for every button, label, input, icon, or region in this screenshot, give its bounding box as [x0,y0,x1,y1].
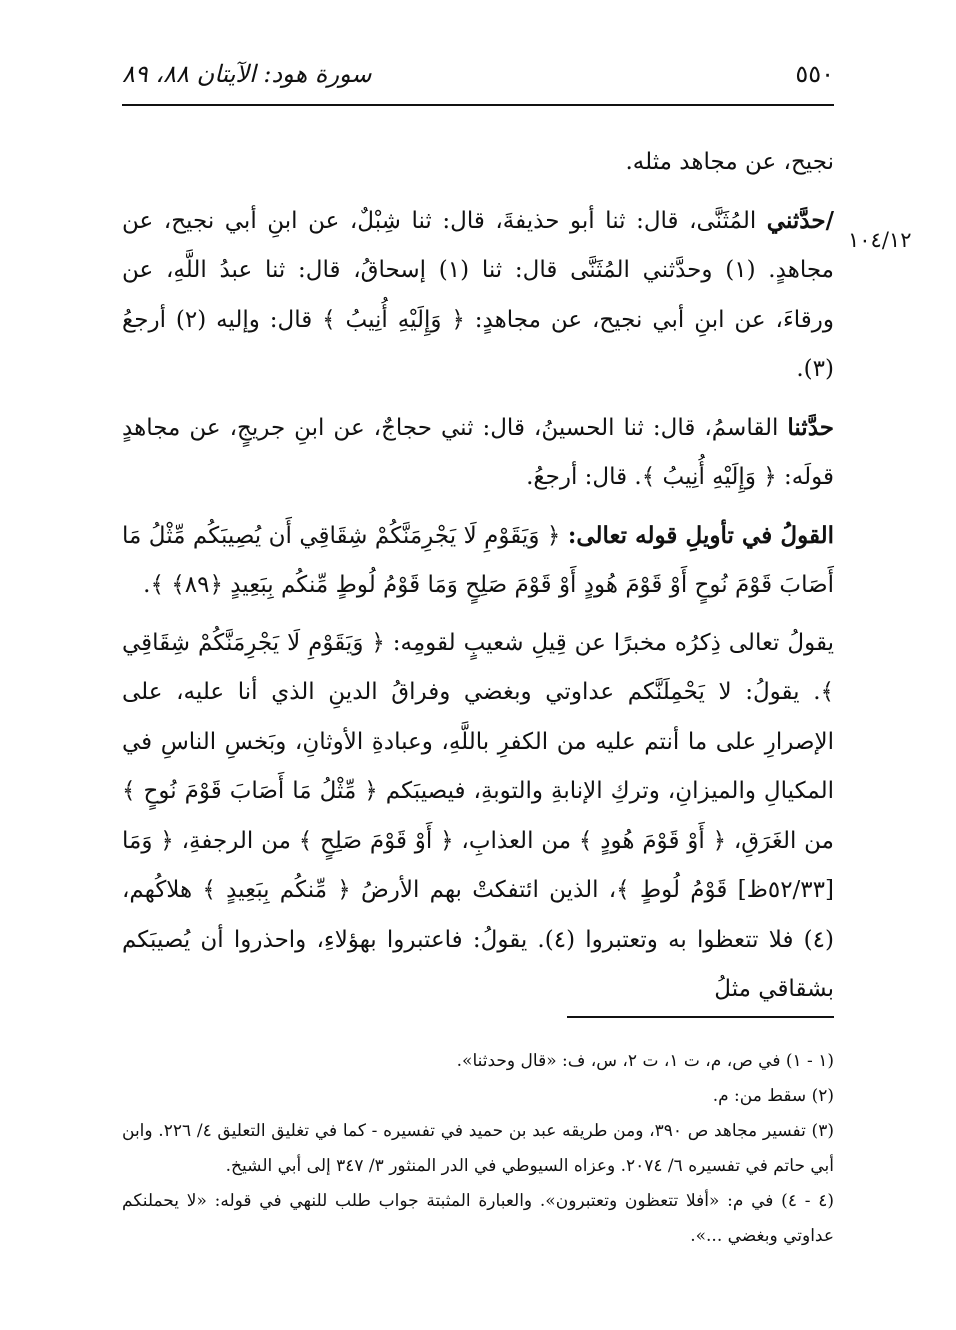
main-text [122,138,834,1023]
paragraph-2 [122,196,834,395]
commentary-paragraph: يقولُ تعالى ذِكرُه مخبرًا عن قِيلِ شعيبٍ لقومِه: ﴿ وَيَقَوْمِ لَا يَجْرِمَنَّكُمْ شِقَاقِي ﴾. يقولُ: لا يَحْمِلَنَّكم عداوتي وبغضي وفراقُ الدينِ الذي أنا عليه، على الإصرارِ على ما أنتم عليه من الكفرِ باللَّهِ، وعبادةِ الأوثانِ، وبَخسِ الناسِ في المكيالِ والميزانِ، وتركِ الإنابةِ والتوبةِ، فيصيبَكم ﴿ مِّثْلُ مَا أَصَابَ قَوْمَ نُوحٍ ﴾ من الغَرَقِ، ﴿ أَوْ قَوْمَ هُودٍ ﴾ من العذابِ، ﴿ أَوْ قَوْمَ صَلِحٍ ﴾ من الرجفةِ، ﴿ وَمَا [٥٢/٣٣ظ] قَوْمُ لُوطٍ ﴾، الذين ائتفكتْ بهم الأرضُ ﴿ مِّنكُم بِبَعِيدٍ ﴾ هلاكُهم، (٤) فلا تتعظوا به وتعتبروا (٤). يقولُ: فاعتبروا بهؤلاءِ، واحذروا أن يُصيبَكم بشقاقي مثلُ [122,629,834,1002]
section-heading [122,511,834,611]
paragraph-2-text: المُثَنَّى، قال: ثنا أبو حذيفةَ، قال: ثنا شِبْلٌ، عن ابنِ أبي نجيح، عن مجاهدٍ. (١) وحدَّثني المُثَنَّى قال: ثنا (١) إسحاقُ، قال: ثنا عبدُ اللَّهِ، عن ورقاءَ، عن ابنِ أبي نجيح، عن مجاهدٍ: ﴿ وَإِلَيْهِ أُنِيبُ ﴾ قال: وإليه (٢) أرجعُ (٣). [122,207,834,382]
header-rule [122,104,834,106]
footnote-3: (٣) تفسير مجاهد ص ٣٩٠، ومن طريقه عبد بن حميد في تفسيره - كما في تغليق التعليق ٤/ ٢٢٦. وابن أبي حاتم في تفسيره ٦/ ٢٠٧٤. وعزاه السيوطي في الدر المنثور ٣/ ٣٤٧ إلى أبي الشيخ. [122,1121,834,1176]
paragraph-3 [122,403,834,503]
page-header [122,52,834,96]
paragraph-1-text: نجيح، عن مجاهد مثله. [625,149,834,175]
page-number: ٥٥٠ [795,60,834,88]
footnote-2: (٢) سقط من: م. [712,1086,834,1106]
footnote-1: (١ - ١) في ص، م، ت ١، ت ٢، س، ف: «قال وحدثنا». [456,1051,834,1071]
paragraph-3-text: القاسمُ، قال: ثنا الحسينُ، قال: ثني حجاجٌ، عن ابنِ جريجٍ، عن مجاهدٍ قولَه: ﴿ وَإِلَيْهِ أُنِيبُ ﴾. قال: أرجعُ. [122,414,834,490]
footnote-4: (٤ - ٤) في م: «أفلا تتعظون وتعتبرون». والعبارة المثبتة جواب طلب للنهي في قوله: «لا يحملنكم عداوتي وبغضي ...». [122,1191,834,1246]
margin-reference: ١٠٤/١٢ [848,228,912,252]
footnotes [122,1044,834,1254]
footnote-rule [567,1016,834,1018]
section-heading-verse: ﴿ وَيَقَوْمِ لَا يَجْرِمَنَّكُمْ شِقَاقِي أَن يُصِيبَكُم مِّثْلُ مَا أَصَابَ قَوْمَ نُوحٍ أَوْ قَوْمَ هُودٍ أَوْ قَوْمَ صَلِحٍ وَمَا قَوْمُ لُوطٍ مِّنكُم بِبَعِيدٍ ﴿٨٩﴾ ﴾. [122,522,834,598]
running-title: سورة هود: الآيتان ٨٨، ٨٩ [122,60,372,88]
section-heading-label: القولُ في تأويلِ قوله تعالى: [567,521,834,549]
paragraph-1 [122,138,834,188]
paragraph-3-lead: حدَّثنا [787,413,834,441]
paragraph-2-lead: /حدَّثني [766,206,834,234]
